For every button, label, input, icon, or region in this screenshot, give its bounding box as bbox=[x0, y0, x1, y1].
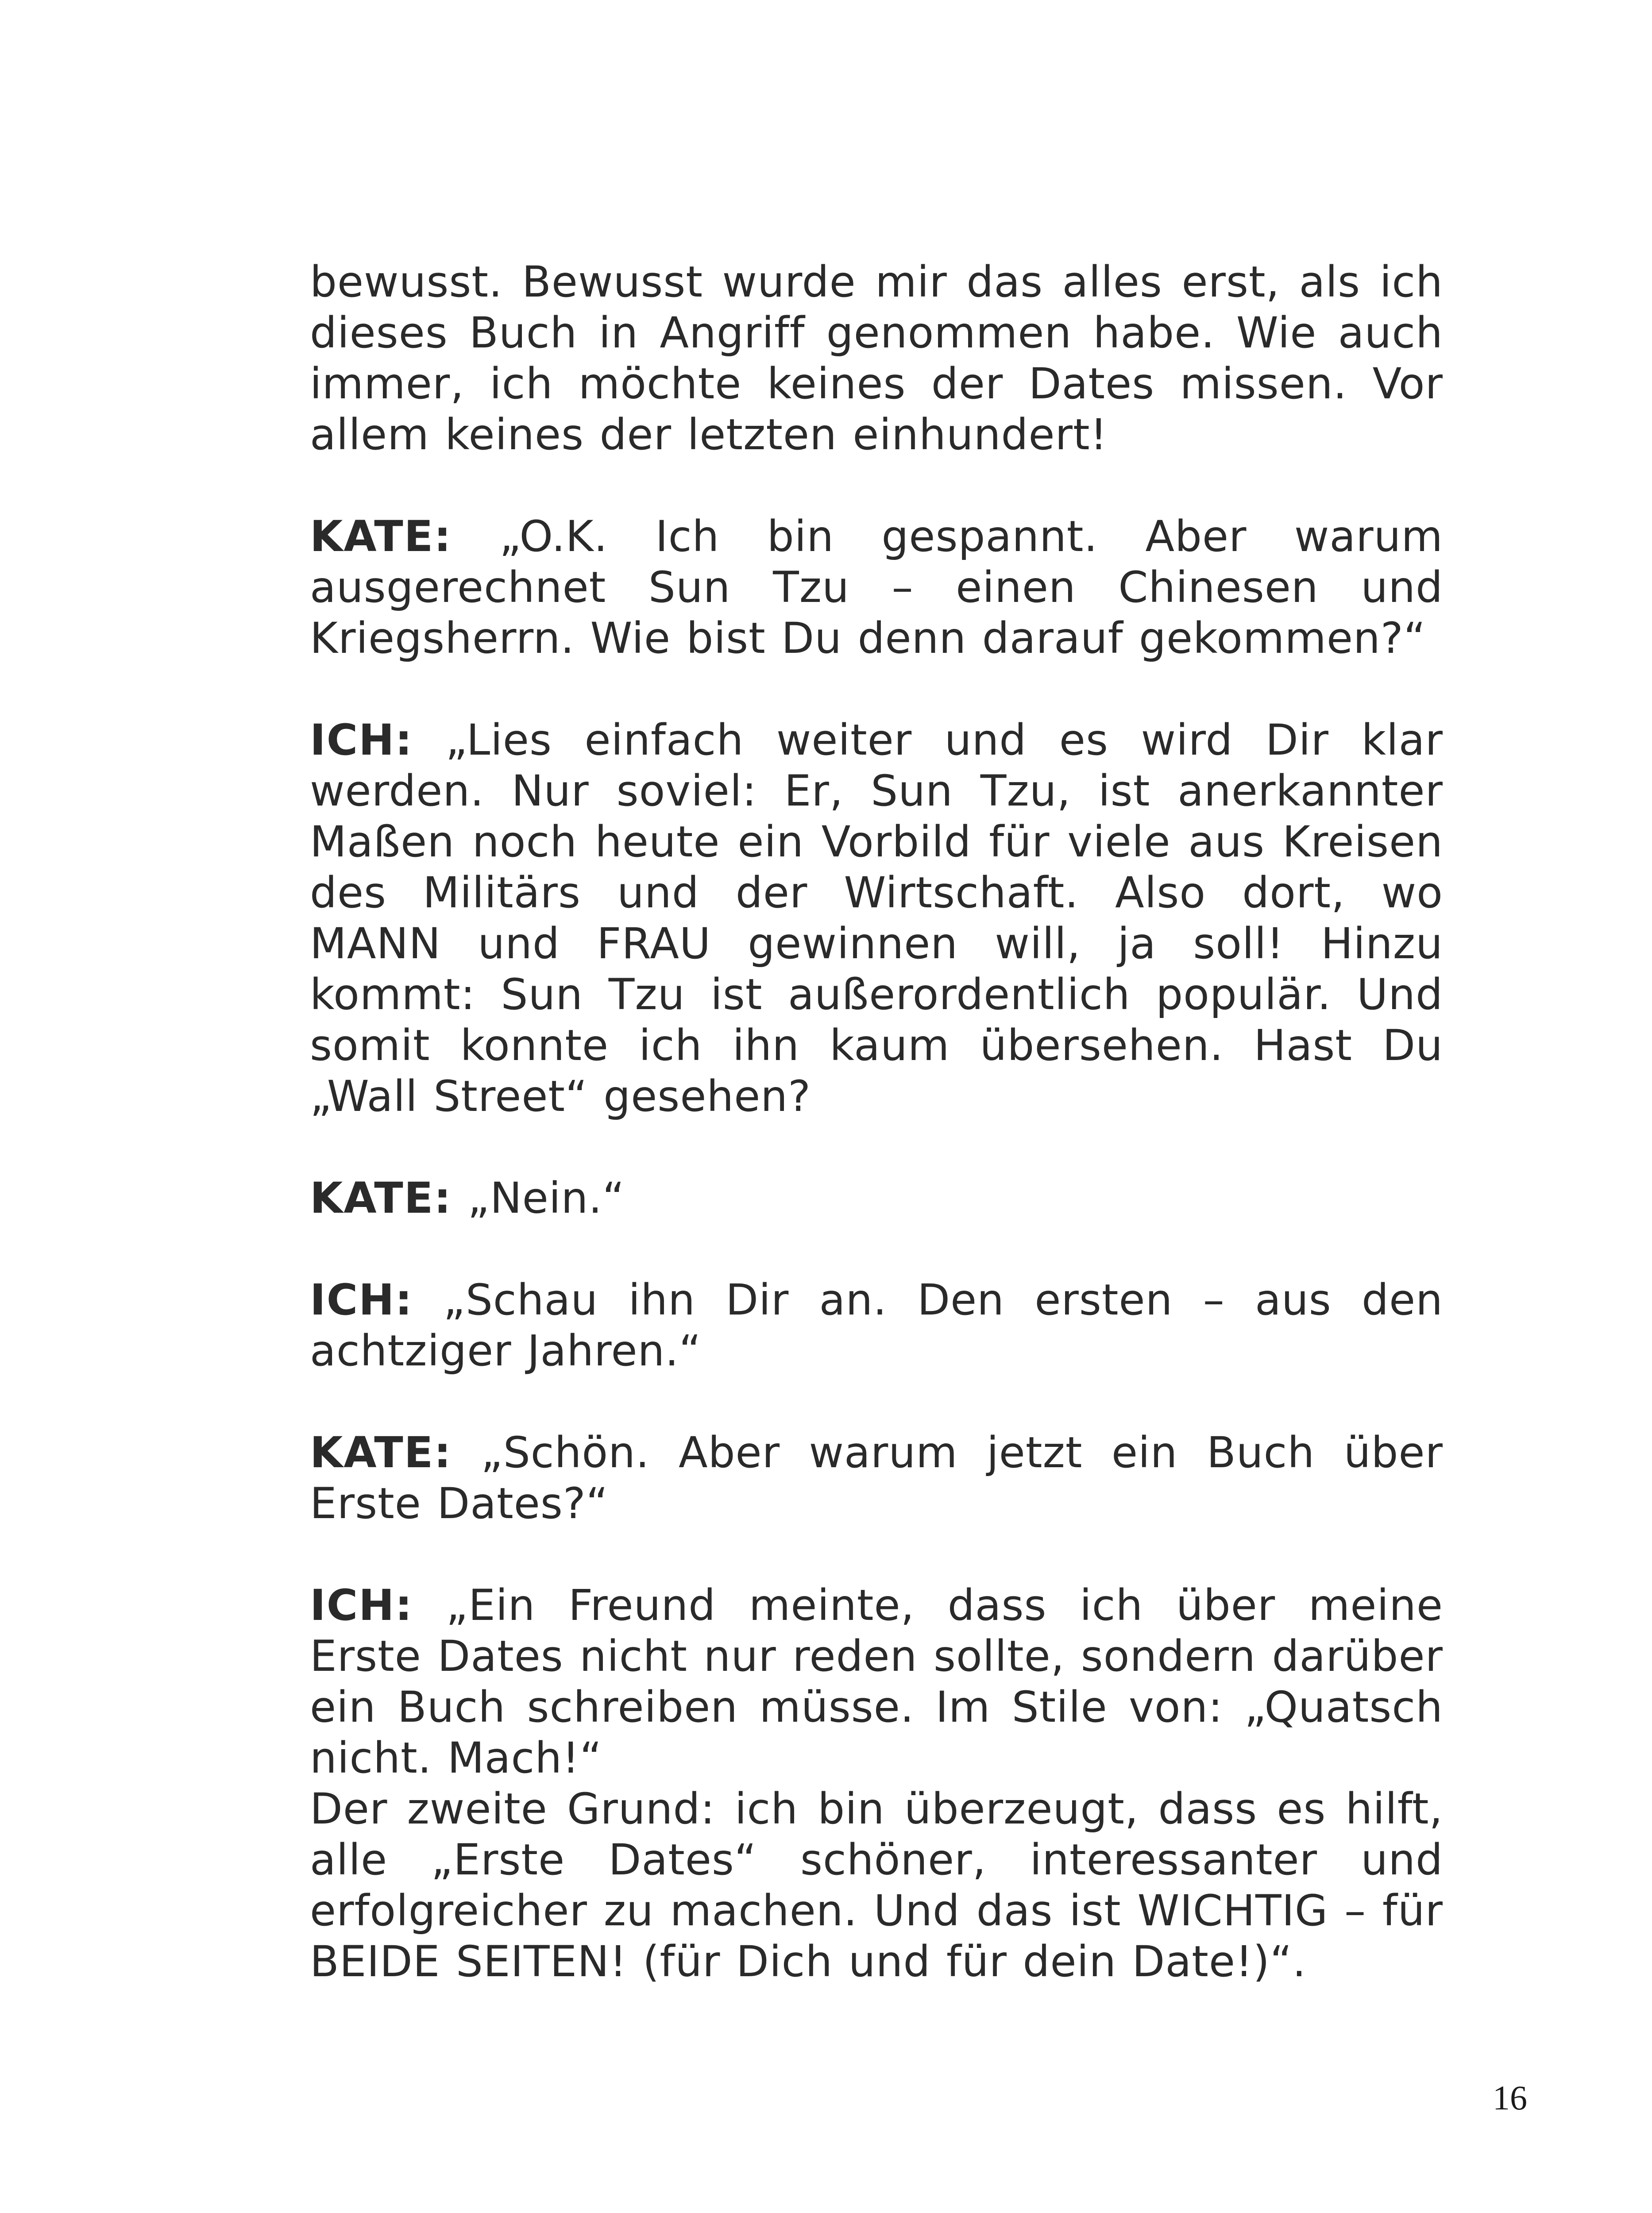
paragraph-text: bewusst. Bewusst wurde mir das alles erst, als ich dieses Buch in Angriff genommen habe. Wie auch immer, ich möchte keines der Dates missen. Vor allem keines der letzten einhundert! bbox=[310, 257, 1443, 459]
dialogue-kate-1 bbox=[310, 511, 1443, 664]
paragraph-text: Der zweite Grund: ich bin überzeugt, dass es hilft, alle „Erste Dates“ schöner, interessanter und erfolgreicher zu machen. Und das ist WICHTIG – für BEIDE SEITEN! (für Dich und für dein Date!)“. bbox=[310, 1784, 1443, 1986]
dialogue-text: „Nein.“ bbox=[467, 1173, 625, 1223]
speaker-label: KATE: bbox=[310, 512, 452, 561]
speaker-label: ICH: bbox=[310, 715, 413, 765]
speaker-label: ICH: bbox=[310, 1275, 413, 1325]
speaker-label: KATE: bbox=[310, 1173, 452, 1223]
paragraph-intro bbox=[310, 257, 1443, 460]
page-number: 16 bbox=[1493, 2078, 1527, 2117]
dialogue-kate-3 bbox=[310, 1427, 1443, 1529]
paragraph-second-reason bbox=[310, 1784, 1443, 1987]
dialogue-text: „O.K. Ich bin gespannt. Aber warum ausgerechnet Sun Tzu – einen Chinesen und Kriegsherrn. Wie bist Du denn darauf gekommen?“ bbox=[310, 512, 1444, 663]
dialogue-text: „Lies einfach weiter und es wird Dir klar werden. Nur soviel: Er, Sun Tzu, ist anerkannter Maßen noch heute ein Vorbild für viele aus Kreisen des Militärs und der Wirtschaft. Also dort, wo MANN und FRAU gewinnen will, ja soll! Hinzu kommt: Sun Tzu ist außerordentlich populär. Und somit konnte ich ihn kaum übersehen. Hast Du „Wall Street“ gesehen? bbox=[310, 715, 1444, 1121]
dialogue-text: „Schau ihn Dir an. Den ersten – aus den achtziger Jahren.“ bbox=[310, 1275, 1444, 1376]
dialogue-text: „Schön. Aber warum jetzt ein Buch über Erste Dates?“ bbox=[310, 1428, 1444, 1528]
body-text bbox=[310, 257, 1443, 1987]
speaker-label: ICH: bbox=[310, 1581, 413, 1630]
dialogue-text: „Ein Freund meinte, dass ich über meine Erste Dates nicht nur reden sollte, sondern darüber ein Buch schreiben müsse. Im Stile von: „Quatsch nicht. Mach!“ bbox=[310, 1581, 1444, 1783]
speaker-label: KATE: bbox=[310, 1428, 452, 1477]
dialogue-ich-3 bbox=[310, 1580, 1443, 1784]
dialogue-kate-2 bbox=[310, 1173, 1443, 1224]
dialogue-ich-1 bbox=[310, 715, 1443, 1122]
dialogue-ich-2 bbox=[310, 1275, 1443, 1376]
